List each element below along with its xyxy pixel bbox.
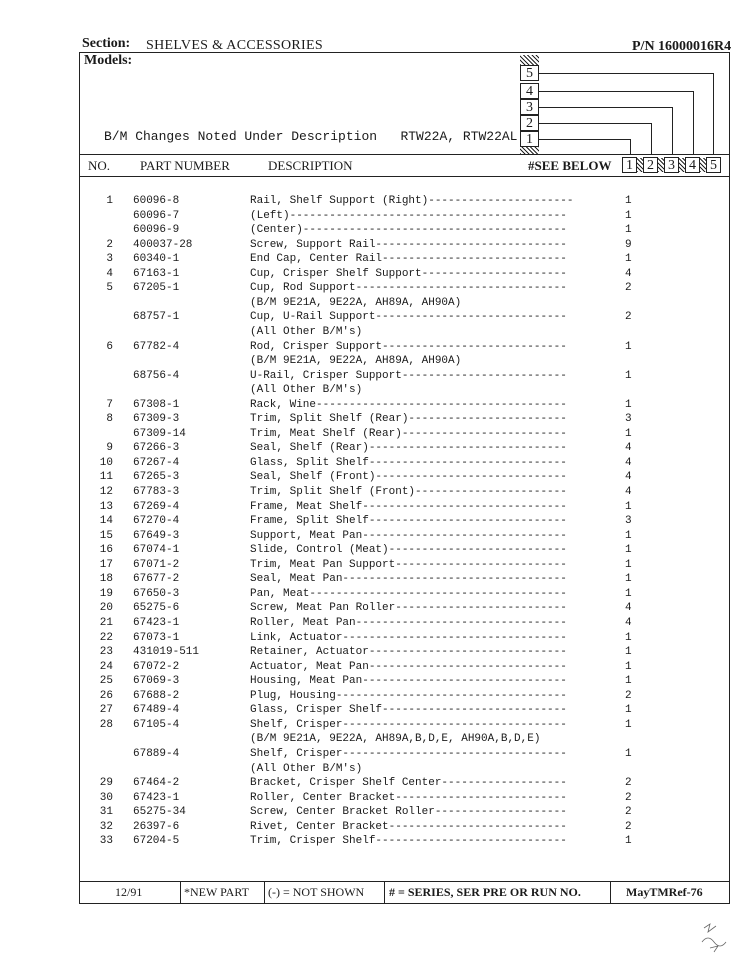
row-description: (Center)---------------------------------------- <box>250 224 567 237</box>
row-item-number: 20 <box>99 602 113 615</box>
table-row <box>0 500 750 514</box>
row-part-number: 65275-6 <box>133 602 180 615</box>
row-part-number: 60340-1 <box>133 253 180 266</box>
table-row <box>0 223 750 237</box>
row-part-number: 67265-3 <box>133 471 180 484</box>
row-quantity: 4 <box>625 617 632 629</box>
row-description: Frame, Meat Shelf------------------------------- <box>250 500 567 513</box>
handwritten-mark <box>700 920 730 954</box>
row-quantity: 1 <box>625 427 632 440</box>
column-see-below: #SEE BELOW <box>528 158 612 173</box>
table-row <box>0 558 750 572</box>
row-part-number: 67163-1 <box>133 267 180 280</box>
footer-new-part: *NEW PART <box>184 885 249 899</box>
footer-separator <box>384 881 385 904</box>
table-row <box>0 543 750 557</box>
row-item-number: 3 <box>106 253 113 266</box>
table-row <box>0 572 750 586</box>
table-row <box>0 325 750 339</box>
row-quantity: 2 <box>625 806 632 819</box>
row-quantity: 1 <box>625 500 632 513</box>
row-quantity: 4 <box>625 486 632 498</box>
row-part-number: 67423-1 <box>133 791 180 804</box>
hatch-mark <box>520 147 539 154</box>
row-item-number: 14 <box>99 515 113 528</box>
row-item-number: 24 <box>99 660 113 673</box>
table-row <box>0 485 750 499</box>
row-part-number: 67266-3 <box>133 442 180 455</box>
row-part-number: 67309-14 <box>133 427 186 440</box>
header-box-5: 5 <box>706 157 721 173</box>
row-quantity: 1 <box>625 398 632 411</box>
row-part-number: 67889-4 <box>133 747 180 760</box>
row-description: Cup, Rod Support-------------------------------- <box>250 282 567 295</box>
table-row <box>0 732 750 746</box>
row-part-number: 67782-4 <box>133 340 180 353</box>
row-quantity: 2 <box>625 791 632 804</box>
table-row <box>0 238 750 252</box>
row-quantity: 4 <box>625 442 632 455</box>
row-item-number: 1 <box>106 195 113 207</box>
row-item-number: 17 <box>99 558 113 571</box>
stack-box-3: 3 <box>520 99 539 115</box>
table-row <box>0 252 750 266</box>
column-part-number: PART NUMBER <box>140 158 230 173</box>
row-part-number: 67072-2 <box>133 660 180 673</box>
row-description: Screw, Meat Pan Roller-------------------------- <box>250 602 567 615</box>
row-part-number: 26397-6 <box>133 820 180 833</box>
row-description: Roller, Center Bracket-------------------------- <box>250 791 567 804</box>
row-item-number: 4 <box>106 267 113 280</box>
row-description: Trim, Split Shelf (Rear)------------------------ <box>250 413 567 426</box>
row-description: (B/M 9E21A, 9E22A, AH89A, AH90A) <box>250 355 462 368</box>
row-item-number: 16 <box>99 544 113 557</box>
row-quantity: 1 <box>625 544 632 557</box>
row-part-number: 68756-4 <box>133 369 180 382</box>
row-item-number: 19 <box>99 587 113 600</box>
row-quantity: 1 <box>625 631 632 644</box>
row-part-number: 65275-34 <box>133 806 186 819</box>
table-row <box>0 703 750 717</box>
row-quantity: 1 <box>625 660 632 673</box>
row-part-number: 67309-3 <box>133 413 180 426</box>
row-item-number: 5 <box>106 282 113 295</box>
footer-ref: MayTMRef-76 <box>626 885 703 899</box>
row-description: Trim, Meat Pan Support-------------------------- <box>250 558 567 571</box>
row-part-number: 67074-1 <box>133 544 180 557</box>
table-row <box>0 296 750 310</box>
row-item-number: 32 <box>99 820 113 833</box>
row-item-number: 33 <box>99 835 113 848</box>
row-quantity: 4 <box>625 602 632 615</box>
footer-separator <box>264 881 265 904</box>
table-row <box>0 209 750 223</box>
row-quantity: 4 <box>625 267 632 280</box>
row-description: Shelf, Crisper---------------------------------- <box>250 747 567 760</box>
table-row <box>0 587 750 601</box>
stack-box-2: 2 <box>520 115 539 131</box>
table-row <box>0 601 750 615</box>
row-item-number: 7 <box>106 398 113 411</box>
table-row <box>0 791 750 805</box>
row-part-number: 67269-4 <box>133 500 180 513</box>
row-item-number: 31 <box>99 806 113 819</box>
table-row <box>0 441 750 455</box>
row-quantity: 4 <box>625 471 632 484</box>
row-description: Retainer, Actuator------------------------------ <box>250 646 567 658</box>
row-quantity: 2 <box>625 282 632 295</box>
row-part-number: 67069-3 <box>133 675 180 688</box>
hatch-mark <box>520 55 539 65</box>
row-description: Glass, Split Shelf------------------------------ <box>250 456 567 469</box>
row-part-number: 68757-1 <box>133 311 180 324</box>
section-label: Section: <box>82 36 131 51</box>
bm-changes-note: B/M Changes Noted Under Description RTW22A, RTW22AL <box>104 129 518 144</box>
table-row <box>0 456 750 470</box>
row-part-number: 67650-3 <box>133 587 180 600</box>
table-row <box>0 427 750 441</box>
column-no: NO. <box>88 158 111 173</box>
row-description: Plug, Housing----------------------------------- <box>250 689 567 702</box>
table-row <box>0 645 750 659</box>
row-description: Rod, Crisper Support---------------------------- <box>250 340 567 353</box>
row-quantity: 1 <box>625 675 632 688</box>
row-part-number: 431019-511 <box>133 646 200 658</box>
row-item-number: 9 <box>106 442 113 455</box>
row-quantity: 1 <box>625 718 632 731</box>
row-quantity: 2 <box>625 689 632 702</box>
row-description: Glass, Crisper Shelf---------------------------- <box>250 704 567 717</box>
table-row <box>0 194 750 208</box>
footer-date: 12/91 <box>115 885 143 899</box>
row-description: Rivet, Center Bracket--------------------------- <box>250 820 567 833</box>
row-description: (All Other B/M's) <box>250 326 363 338</box>
table-row <box>0 529 750 543</box>
header-box-4: 4 <box>685 157 700 173</box>
row-description: Shelf, Crisper---------------------------------- <box>250 718 567 731</box>
row-item-number: 15 <box>99 529 113 542</box>
row-item-number: 8 <box>106 413 113 426</box>
row-part-number: 67464-2 <box>133 777 180 789</box>
row-description: Screw, Support Rail----------------------------- <box>250 238 567 251</box>
table-row <box>0 689 750 703</box>
row-description: Rack, Wine-------------------------------------- <box>250 398 567 411</box>
row-part-number: 67105-4 <box>133 718 180 731</box>
row-item-number: 29 <box>99 777 113 789</box>
table-row <box>0 340 750 354</box>
row-description: (B/M 9E21A, 9E22A, AH89A, AH90A) <box>250 296 462 309</box>
table-row <box>0 383 750 397</box>
stack-box-5: 5 <box>520 65 539 81</box>
row-quantity: 1 <box>625 195 632 207</box>
row-quantity: 1 <box>625 529 632 542</box>
row-quantity: 4 <box>625 456 632 469</box>
table-row <box>0 762 750 776</box>
table-row <box>0 616 750 630</box>
table-row <box>0 267 750 281</box>
table-row <box>0 747 750 761</box>
row-description: Rail, Shelf Support (Right)---------------------- <box>250 195 574 207</box>
row-description: End Cap, Center Rail---------------------------- <box>250 253 567 266</box>
row-part-number: 67204-5 <box>133 835 180 848</box>
row-description: (All Other B/M's) <box>250 762 363 775</box>
row-description: Bracket, Crisper Shelf Center------------------- <box>250 777 567 789</box>
row-quantity: 1 <box>625 646 632 658</box>
row-quantity: 1 <box>625 747 632 760</box>
row-description: Trim, Meat Shelf (Rear)------------------------- <box>250 427 567 440</box>
row-part-number: 400037-28 <box>133 238 193 251</box>
row-description: Seal, Meat Pan---------------------------------- <box>250 573 567 586</box>
row-part-number: 67270-4 <box>133 515 180 528</box>
row-quantity: 3 <box>625 413 632 426</box>
row-item-number: 10 <box>99 456 113 469</box>
table-row <box>0 631 750 645</box>
row-description: Pan, Meat--------------------------------------- <box>250 587 567 600</box>
table-row <box>0 310 750 324</box>
table-row <box>0 660 750 674</box>
footer-separator <box>180 881 181 904</box>
row-part-number: 67677-2 <box>133 573 180 586</box>
row-item-number: 18 <box>99 573 113 586</box>
row-item-number: 27 <box>99 704 113 717</box>
row-item-number: 26 <box>99 689 113 702</box>
row-description: (All Other B/M's) <box>250 384 363 397</box>
table-row <box>0 354 750 368</box>
column-description: DESCRIPTION <box>268 158 353 173</box>
row-part-number: 60096-9 <box>133 224 180 237</box>
row-description: Screw, Center Bracket Roller-------------------- <box>250 806 567 819</box>
stack-box-4: 4 <box>520 83 539 99</box>
row-part-number: 67688-2 <box>133 689 180 702</box>
row-item-number: 28 <box>99 718 113 731</box>
row-part-number: 67071-2 <box>133 558 180 571</box>
row-part-number: 67489-4 <box>133 704 180 717</box>
table-row <box>0 674 750 688</box>
row-item-number: 13 <box>99 500 113 513</box>
row-quantity: 1 <box>625 340 632 353</box>
row-part-number: 67308-1 <box>133 398 180 411</box>
row-description: Roller, Meat Pan-------------------------------- <box>250 617 567 629</box>
bracket-line-1 <box>539 139 631 155</box>
row-description: Cup, U-Rail Support----------------------------- <box>250 311 567 324</box>
row-part-number: 67649-3 <box>133 529 180 542</box>
header-box-1: 1 <box>622 157 637 173</box>
row-description: Trim, Crisper Shelf----------------------------- <box>250 835 567 848</box>
header-box-2: 2 <box>643 157 658 173</box>
header-box-3: 3 <box>664 157 679 173</box>
footer-series: # = SERIES, SER PRE OR RUN NO. <box>389 885 581 899</box>
row-part-number: 67267-4 <box>133 456 180 469</box>
table-row <box>0 718 750 732</box>
footer-not-shown: (-) = NOT SHOWN <box>268 885 365 899</box>
row-quantity: 9 <box>625 238 632 251</box>
row-item-number: 25 <box>99 675 113 688</box>
row-part-number: 67073-1 <box>133 631 180 644</box>
row-description: (B/M 9E21A, 9E22A, AH89A,B,D,E, AH90A,B,D,E) <box>250 733 541 746</box>
footer-separator <box>610 881 611 904</box>
table-row <box>0 514 750 528</box>
row-description: Cup, Crisper Shelf Support---------------------- <box>250 267 567 280</box>
table-row <box>0 470 750 484</box>
row-quantity: 2 <box>625 777 632 789</box>
row-item-number: 6 <box>106 340 113 353</box>
table-row <box>0 369 750 383</box>
document-part-number: P/N 16000016R4 <box>632 39 732 54</box>
row-description: Support, Meat Pan------------------------------- <box>250 529 567 542</box>
row-part-number: 60096-8 <box>133 195 180 207</box>
row-item-number: 23 <box>99 646 113 658</box>
row-quantity: 1 <box>625 587 632 600</box>
table-row <box>0 281 750 295</box>
row-quantity: 2 <box>625 820 632 833</box>
row-item-number: 30 <box>99 791 113 804</box>
section-title: SHELVES & ACCESSORIES <box>146 38 323 53</box>
row-description: U-Rail, Crisper Support------------------------- <box>250 369 567 382</box>
row-description: Link, Actuator---------------------------------- <box>250 631 567 644</box>
stack-box-1: 1 <box>520 131 539 147</box>
row-item-number: 12 <box>99 486 113 498</box>
row-description: Housing, Meat Pan------------------------------- <box>250 675 567 688</box>
row-description: Actuator, Meat Pan------------------------------ <box>250 660 567 673</box>
row-description: Slide, Control (Meat)--------------------------- <box>250 544 567 557</box>
table-row <box>0 820 750 834</box>
table-row <box>0 805 750 819</box>
row-quantity: 1 <box>625 835 632 848</box>
row-description: Seal, Shelf (Front)----------------------------- <box>250 471 567 484</box>
footer-divider <box>79 881 730 882</box>
table-row <box>0 776 750 790</box>
row-part-number: 67205-1 <box>133 282 180 295</box>
row-quantity: 1 <box>625 209 632 222</box>
row-quantity: 2 <box>625 311 632 324</box>
row-quantity: 1 <box>625 253 632 266</box>
row-part-number: 67783-3 <box>133 486 180 498</box>
row-item-number: 21 <box>99 617 113 629</box>
row-description: Seal, Shelf (Rear)------------------------------ <box>250 442 567 455</box>
row-quantity: 1 <box>625 369 632 382</box>
row-description: Trim, Split Shelf (Front)----------------------- <box>250 486 567 498</box>
row-item-number: 2 <box>106 238 113 251</box>
row-quantity: 1 <box>625 224 632 237</box>
table-row <box>0 834 750 848</box>
row-description: (Left)------------------------------------------ <box>250 209 567 222</box>
row-part-number: 60096-7 <box>133 209 180 222</box>
row-item-number: 11 <box>99 471 113 484</box>
column-header-divider <box>79 176 730 177</box>
row-description: Frame, Split Shelf------------------------------ <box>250 515 567 528</box>
row-part-number: 67423-1 <box>133 617 180 629</box>
table-row <box>0 398 750 412</box>
row-quantity: 1 <box>625 558 632 571</box>
row-quantity: 1 <box>625 704 632 717</box>
models-label: Models: <box>84 53 133 68</box>
row-item-number: 22 <box>99 631 113 644</box>
row-quantity: 1 <box>625 573 632 586</box>
row-quantity: 3 <box>625 515 632 528</box>
table-row <box>0 412 750 426</box>
